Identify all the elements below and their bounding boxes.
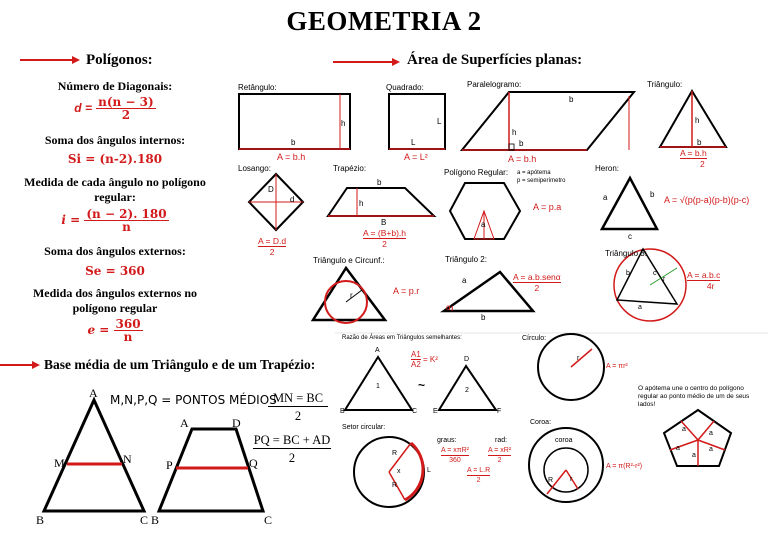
paralelogramo-h: h bbox=[512, 128, 517, 137]
external-label: Soma dos ângulos externos: bbox=[44, 244, 186, 258]
tri3-name: Triângulo 3: bbox=[605, 249, 647, 258]
external-formula: Se = 360 bbox=[85, 264, 145, 278]
sim-t1-b: B bbox=[340, 408, 345, 415]
heron-b: b bbox=[650, 190, 655, 199]
trapezio-b: b bbox=[377, 178, 382, 187]
triangulo-shape bbox=[660, 91, 726, 147]
coroa-formula: A = π(R²-r²) bbox=[606, 463, 643, 470]
poligonos-heading: Polígonos: bbox=[86, 52, 153, 68]
tri-circ-formula: A = p.r bbox=[393, 286, 420, 296]
quadrado-l-side: L bbox=[437, 117, 442, 126]
tri3-formula: A = a.b.c 4r bbox=[687, 270, 721, 291]
sector-graus-formula: A = xπR² 360 bbox=[441, 447, 469, 464]
areas-heading: Área de Superfícies planas: bbox=[407, 52, 583, 68]
poligono-legend-a: a = apótema bbox=[517, 170, 551, 176]
retangulo-b: b bbox=[291, 138, 296, 147]
tri-point-n: N bbox=[123, 452, 132, 466]
tri3-b: b bbox=[626, 270, 630, 277]
arrow-icon bbox=[333, 58, 400, 66]
sim-t2-d: D bbox=[464, 356, 470, 363]
sector-x: x bbox=[397, 468, 401, 475]
sector-arc-formula: A = L.R 2 bbox=[467, 467, 491, 484]
losango-formula: A = D.d 2 bbox=[258, 236, 287, 257]
coroa-label: coroa bbox=[555, 437, 573, 444]
poligono-legend-p: p = semiperímetro bbox=[517, 178, 566, 184]
apothem-note: O apótema une o centro do polígono regular ao ponto médio de um de seus lados! bbox=[638, 385, 750, 408]
paralelogramo-shape bbox=[462, 92, 634, 150]
mn-formula: MN = BC 2 bbox=[268, 390, 328, 425]
tri2-angle: α bbox=[446, 303, 451, 312]
tri-vertex-a: A bbox=[89, 386, 98, 400]
tri-circ-triangle bbox=[313, 268, 385, 320]
pq-formula: PQ = BC + AD 2 bbox=[253, 433, 331, 465]
retangulo-name: Retângulo: bbox=[238, 83, 277, 92]
trap-vertex-a: A bbox=[180, 416, 189, 430]
sim-t2-e: E bbox=[433, 408, 438, 415]
sim-t1-a: A bbox=[375, 347, 380, 354]
tri-vertex-b: B bbox=[36, 513, 45, 527]
paralelogramo-b-bottom: b bbox=[519, 139, 524, 148]
poligono-a: a bbox=[481, 220, 486, 229]
quadrado-formula: A = L² bbox=[404, 152, 428, 162]
paralelogramo-formula: A = b.h bbox=[508, 154, 537, 164]
paralelogramo-b-top: b bbox=[569, 95, 574, 104]
arrow-icon bbox=[20, 56, 80, 64]
losango-D: D bbox=[268, 185, 274, 194]
sector-l: L bbox=[427, 467, 431, 474]
triangulo-b: b bbox=[697, 138, 702, 147]
losango-d: d bbox=[290, 195, 295, 204]
triangulo-name: Triângulo: bbox=[647, 80, 683, 89]
tri-vertex-c: C bbox=[140, 513, 149, 527]
tri2-a: a bbox=[462, 276, 467, 285]
pentagon-a2: a bbox=[709, 430, 713, 437]
coroa-R: R bbox=[548, 477, 554, 484]
trap-vertex-c: C bbox=[264, 513, 273, 527]
page-title: GEOMETRIA 2 bbox=[286, 6, 482, 36]
heron-a: a bbox=[603, 193, 608, 202]
trapezio-formula: A = (B+b).h 2 bbox=[363, 228, 406, 249]
sector-rad-formula: A = xR² 2 bbox=[488, 447, 512, 464]
pentagon-a4: a bbox=[692, 452, 696, 459]
pentagon-a1: a bbox=[682, 426, 686, 433]
sector-name: Setor circular: bbox=[342, 424, 386, 431]
tri2-b: b bbox=[481, 313, 486, 322]
quadrado-name: Quadrado: bbox=[386, 83, 424, 92]
poligono-formula: A = p.a bbox=[533, 202, 562, 212]
tri-point-m: M bbox=[54, 456, 65, 470]
retangulo-h: h bbox=[341, 119, 346, 128]
tri3-a: a bbox=[638, 304, 642, 311]
trapezio-B: B bbox=[381, 218, 387, 227]
tri3-c: c bbox=[653, 270, 657, 277]
midpoints-note: M,N,P,Q = PONTOS MÉDIOS bbox=[110, 393, 277, 407]
paralelogramo-name: Paralelogramo: bbox=[467, 80, 522, 89]
coroa-name: Coroa: bbox=[530, 419, 552, 426]
diagonals-label: Número de Diagonais: bbox=[57, 79, 173, 93]
losango-name: Losango: bbox=[238, 164, 271, 173]
trap-vertex-d: D bbox=[232, 416, 241, 430]
poligono-name: Polígono Regular: bbox=[444, 168, 509, 177]
hexagon-shape bbox=[450, 183, 520, 239]
pentagon-a5: a bbox=[676, 445, 680, 452]
similar-ratio: $\frac{A1}{A2}$ = K² bbox=[411, 350, 438, 369]
trapezio-shape bbox=[328, 188, 434, 216]
tri-circ-name: Triângulo e Circunf.: bbox=[313, 256, 385, 265]
internal-label: Soma dos ângulos internos: bbox=[44, 133, 186, 147]
heron-formula: A = √(p(p-a)(p-b)(p-c) bbox=[664, 195, 750, 205]
heron-triangle bbox=[602, 178, 657, 229]
quadrado-l-bottom: L bbox=[411, 138, 416, 147]
circle-name: Círculo: bbox=[522, 335, 547, 342]
arrow-icon bbox=[0, 361, 40, 369]
sim-t2-f: F bbox=[497, 408, 502, 415]
tri3-r: r bbox=[663, 276, 666, 283]
trap-vertex-b: B bbox=[151, 513, 160, 527]
triangulo-formula: A = b.h 2 bbox=[680, 148, 707, 169]
midline-trapezoid bbox=[159, 429, 263, 511]
diagonals-formula: d = $\frac{n(n - 3)}{2}$ bbox=[74, 95, 154, 122]
sector-r-top: R bbox=[392, 450, 398, 457]
sim-t1-c: C bbox=[412, 408, 418, 415]
each-external-label: Medida dos ângulos externos no polígono regular bbox=[32, 286, 198, 315]
tri2-formula: A = a.b.senα 2 bbox=[513, 272, 561, 293]
sim-t2-n: 2 bbox=[465, 387, 469, 394]
heron-c: c bbox=[628, 232, 632, 241]
tri-circ-r: r bbox=[350, 291, 353, 300]
each-external-formula: e = $\frac{360}{n}$ bbox=[87, 317, 141, 344]
each-internal-formula: i = $\frac{(n - 2). 180}{n}$ bbox=[61, 207, 167, 234]
triangulo-h: h bbox=[695, 116, 700, 125]
coroa-r: r bbox=[570, 476, 573, 483]
circle-r: r bbox=[577, 355, 580, 362]
sim-t1-n: 1 bbox=[376, 383, 380, 390]
trap-point-p: P bbox=[166, 458, 173, 472]
each-internal-label: Medida de cada ângulo no polígono regular: bbox=[24, 175, 206, 204]
heron-name: Heron: bbox=[595, 164, 620, 173]
trapezio-h: h bbox=[359, 199, 364, 208]
similar-tilde: ~ bbox=[418, 378, 426, 392]
trap-point-q: Q bbox=[249, 456, 258, 470]
sector-r-bottom: R bbox=[392, 482, 398, 489]
tri2-name: Triângulo 2: bbox=[445, 255, 487, 264]
internal-formula: Si = (n-2).180 bbox=[67, 152, 163, 166]
trapezio-name: Trapézio: bbox=[333, 164, 367, 173]
midline-heading: Base média de um Triângulo e de um Trapézio: bbox=[44, 357, 316, 372]
circle-formula: A = πr² bbox=[606, 363, 628, 370]
pentagon-a3: a bbox=[709, 446, 713, 453]
similar-heading: Razão de Áreas em Triângulos semelhantes: bbox=[342, 335, 462, 341]
sector-graus: graus: bbox=[437, 437, 457, 444]
sector-rad: rad: bbox=[495, 437, 508, 444]
retangulo-formula: A = b.h bbox=[277, 152, 306, 162]
